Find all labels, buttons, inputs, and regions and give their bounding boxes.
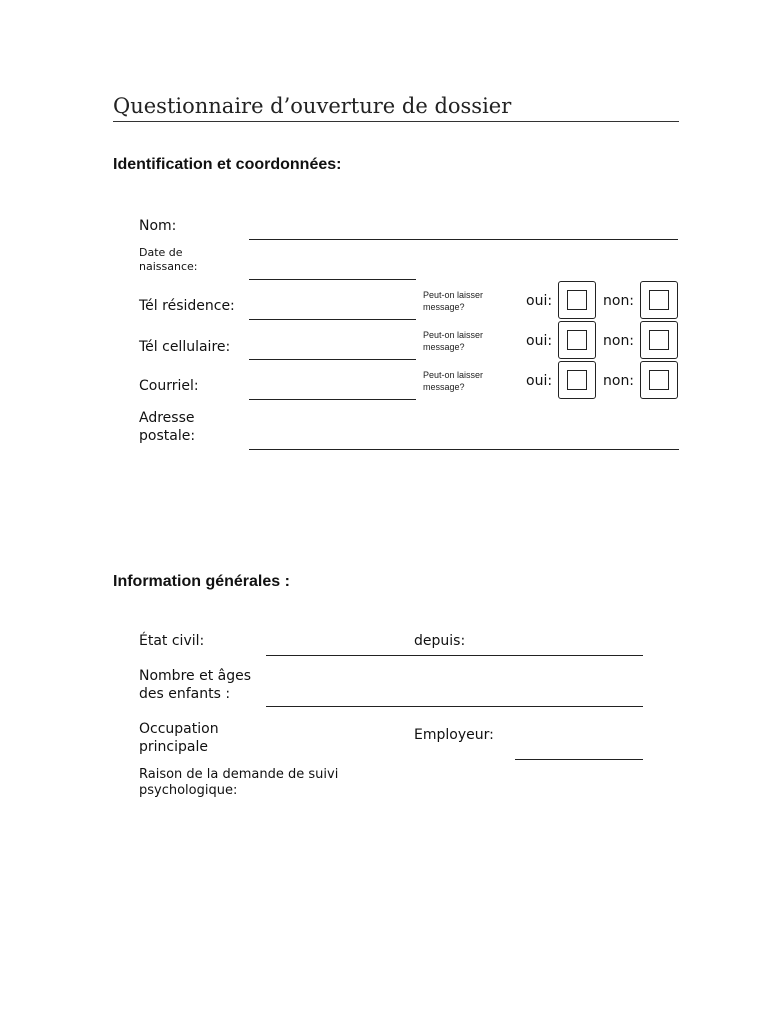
- etat-civil-field[interactable]: [266, 655, 643, 656]
- section-heading-information-generales: Information générales :: [113, 573, 290, 590]
- courriel-no-label: non:: [603, 373, 635, 389]
- tel-cellulaire-message-question: Peut-on laisser message?: [423, 330, 484, 352]
- checkbox-square: [567, 370, 587, 390]
- employeur-label: Employeur:: [414, 727, 494, 743]
- nom-field[interactable]: [249, 239, 678, 240]
- tel-cellulaire-no-checkbox[interactable]: [640, 321, 678, 359]
- courriel-label: Courriel:: [139, 378, 199, 394]
- adresse-postale-field[interactable]: [249, 449, 679, 450]
- tel-residence-yes-checkbox[interactable]: [558, 281, 596, 319]
- tel-residence-field[interactable]: [249, 319, 416, 320]
- tel-cellulaire-label: Tél cellulaire:: [139, 339, 231, 355]
- enfants-label: Nombre et âges des enfants :: [139, 668, 251, 702]
- employeur-field[interactable]: [515, 759, 643, 760]
- title-underline: [113, 121, 679, 122]
- checkbox-square: [649, 370, 669, 390]
- tel-residence-no-label: non:: [603, 293, 635, 309]
- etat-civil-label: État civil:: [139, 633, 205, 649]
- tel-residence-yes-label: oui:: [526, 293, 553, 309]
- date-naissance-field[interactable]: [249, 279, 416, 280]
- depuis-label: depuis:: [414, 633, 466, 649]
- courriel-message-question: Peut-on laisser message?: [423, 370, 484, 392]
- enfants-field[interactable]: [266, 706, 643, 707]
- courriel-yes-label: oui:: [526, 373, 553, 389]
- tel-cellulaire-yes-checkbox[interactable]: [558, 321, 596, 359]
- document-title: Questionnaire d’ouverture de dossier: [113, 94, 512, 118]
- checkbox-square: [649, 330, 669, 350]
- tel-cellulaire-yes-label: oui:: [526, 333, 553, 349]
- tel-cellulaire-no-label: non:: [603, 333, 635, 349]
- raison-label: Raison de la demande de suivi psychologique:: [139, 767, 339, 798]
- nom-label: Nom:: [139, 218, 177, 234]
- tel-residence-no-checkbox[interactable]: [640, 281, 678, 319]
- tel-cellulaire-field[interactable]: [249, 359, 416, 360]
- date-naissance-label: Date de naissance:: [139, 246, 198, 273]
- courriel-no-checkbox[interactable]: [640, 361, 678, 399]
- checkbox-square: [567, 290, 587, 310]
- courriel-field[interactable]: [249, 399, 416, 400]
- courriel-yes-checkbox[interactable]: [558, 361, 596, 399]
- checkbox-square: [567, 330, 587, 350]
- checkbox-square: [649, 290, 669, 310]
- section-heading-identification: Identification et coordonnées:: [113, 156, 342, 173]
- tel-residence-message-question: Peut-on laisser message?: [423, 290, 484, 312]
- tel-residence-label: Tél résidence:: [139, 298, 235, 314]
- adresse-postale-label: Adresse postale:: [139, 410, 196, 444]
- occupation-label: Occupation principale: [139, 721, 219, 755]
